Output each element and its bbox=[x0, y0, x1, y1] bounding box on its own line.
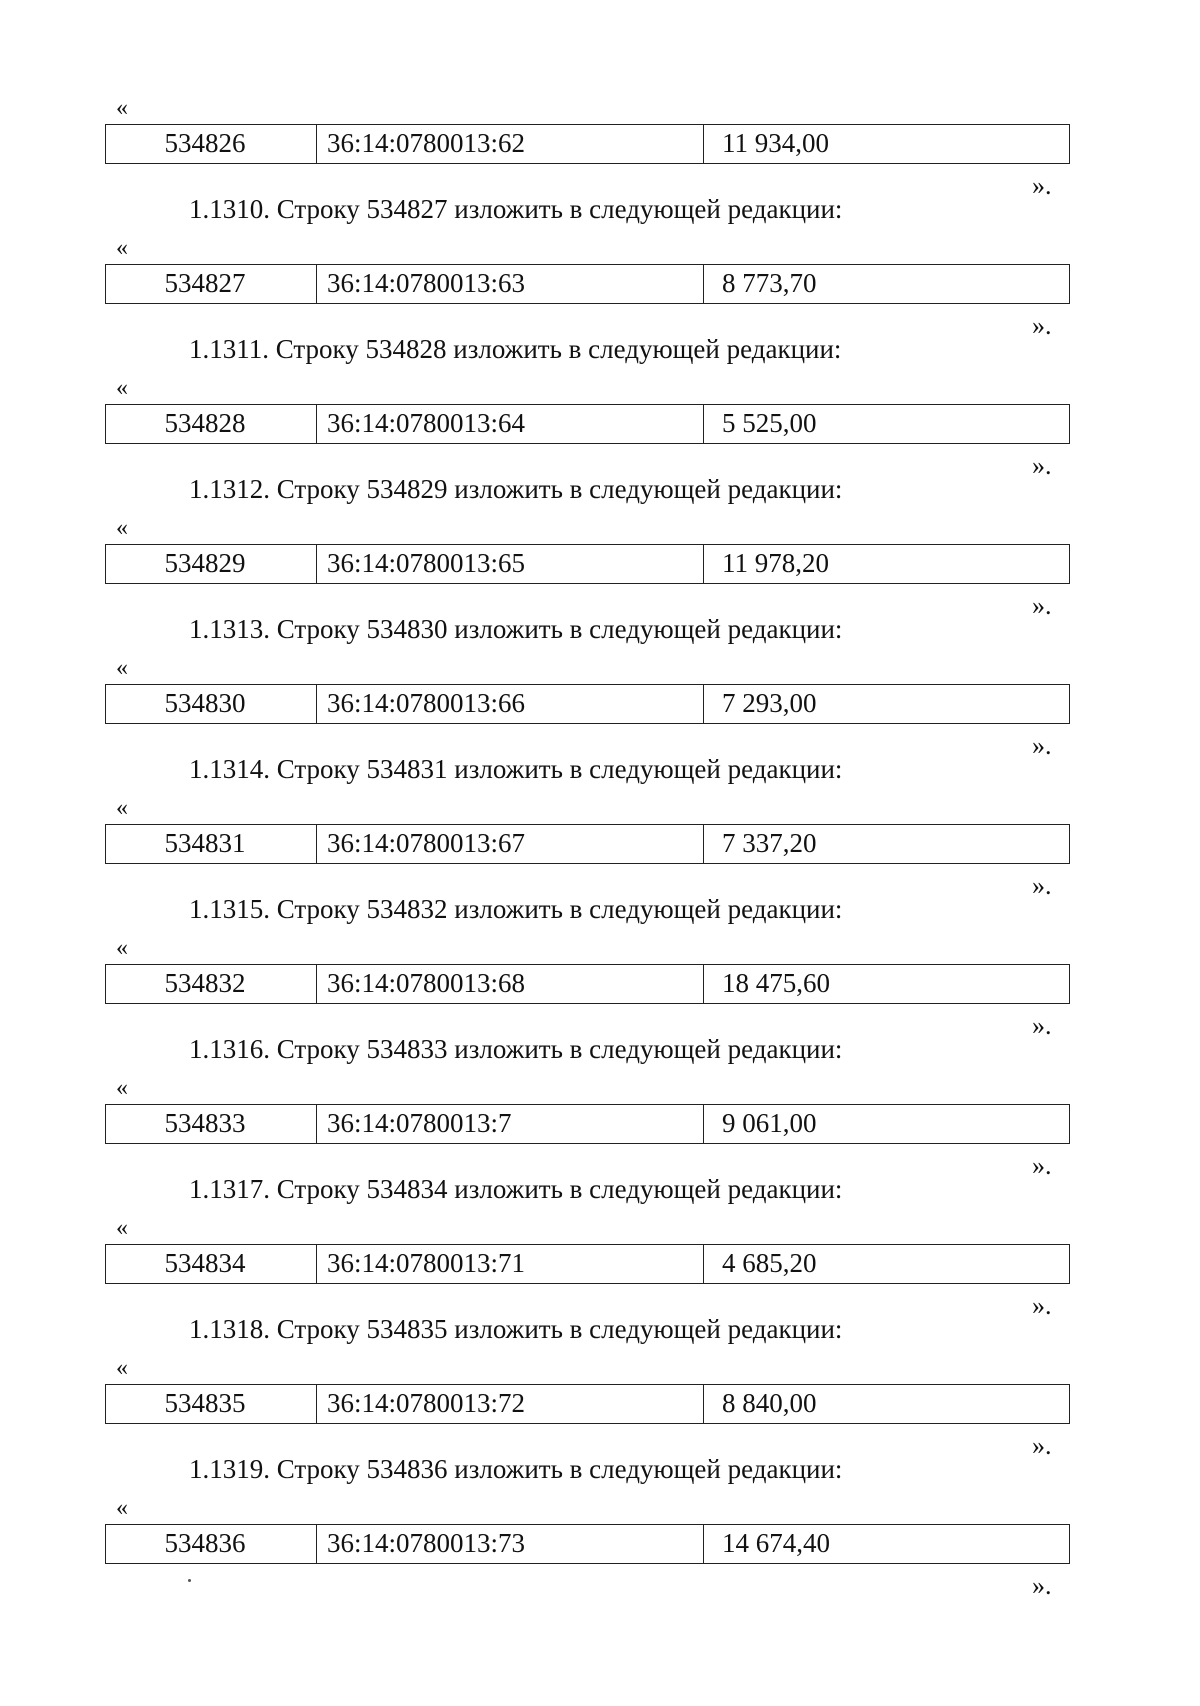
closing-quote: ». bbox=[1032, 1151, 1052, 1180]
row-number-cell: 534827 bbox=[106, 265, 317, 303]
amendment-heading: 1.1317. Строку 534834 изложить в следующей редакции: bbox=[189, 1174, 843, 1204]
row-number-cell: 534836 bbox=[106, 1525, 317, 1563]
closing-quote: ». bbox=[1032, 1011, 1052, 1040]
row-number-cell: 534831 bbox=[106, 825, 317, 863]
table-row bbox=[105, 684, 1070, 724]
closing-quote: ». bbox=[1032, 311, 1052, 340]
row-number-cell: 534832 bbox=[106, 965, 317, 1003]
amendment-heading: 1.1316. Строку 534833 изложить в следующей редакции: bbox=[189, 1034, 843, 1064]
table-row bbox=[105, 404, 1070, 444]
amendment-heading: 1.1311. Строку 534828 изложить в следующей редакции: bbox=[189, 334, 842, 364]
amendment-heading: 1.1319. Строку 534836 изложить в следующей редакции: bbox=[189, 1454, 843, 1484]
value-cell: 9 061,00 bbox=[722, 1108, 817, 1138]
value-cell: 18 475,60 bbox=[722, 968, 830, 998]
value-cell: 8 840,00 bbox=[722, 1388, 817, 1418]
amendment-heading: 1.1310. Строку 534827 изложить в следующей редакции: bbox=[189, 194, 843, 224]
cadastral-number-cell: 36:14:0780013:62 bbox=[317, 125, 704, 163]
table-row bbox=[105, 1384, 1070, 1424]
table-row bbox=[105, 964, 1070, 1004]
opening-quote: « bbox=[116, 235, 128, 261]
value-cell: 7 293,00 bbox=[722, 688, 817, 718]
table-row bbox=[105, 124, 1070, 164]
closing-quote: ». bbox=[1032, 1571, 1052, 1600]
row-number-cell: 534830 bbox=[106, 685, 317, 723]
opening-quote: « bbox=[116, 95, 128, 121]
closing-quote: ». bbox=[1032, 731, 1052, 760]
row-number-cell: 534826 bbox=[106, 125, 317, 163]
opening-quote: « bbox=[116, 375, 128, 401]
row-number-cell: 534829 bbox=[106, 545, 317, 583]
amendment-heading: 1.1313. Строку 534830 изложить в следующей редакции: bbox=[189, 614, 843, 644]
opening-quote: « bbox=[116, 935, 128, 961]
amendment-heading: 1.1318. Строку 534835 изложить в следующей редакции: bbox=[189, 1314, 843, 1344]
value-cell: 11 934,00 bbox=[722, 128, 829, 158]
closing-quote: ». bbox=[1032, 871, 1052, 900]
table-row bbox=[105, 264, 1070, 304]
closing-quote: ». bbox=[1032, 591, 1052, 620]
closing-quote: ». bbox=[1032, 1291, 1052, 1320]
scan-speck bbox=[188, 1579, 191, 1582]
row-number-cell: 534835 bbox=[106, 1385, 317, 1423]
opening-quote: « bbox=[116, 1215, 128, 1241]
cadastral-number-cell: 36:14:0780013:71 bbox=[317, 1245, 704, 1283]
amendment-heading: 1.1314. Строку 534831 изложить в следующей редакции: bbox=[189, 754, 843, 784]
closing-quote: ». bbox=[1032, 171, 1052, 200]
table-row bbox=[105, 544, 1070, 584]
table-row bbox=[105, 1524, 1070, 1564]
cadastral-number-cell: 36:14:0780013:72 bbox=[317, 1385, 704, 1423]
opening-quote: « bbox=[116, 1495, 128, 1521]
cadastral-number-cell: 36:14:0780013:66 bbox=[317, 685, 704, 723]
row-number-cell: 534833 bbox=[106, 1105, 317, 1143]
opening-quote: « bbox=[116, 1075, 128, 1101]
amendment-heading: 1.1315. Строку 534832 изложить в следующей редакции: bbox=[189, 894, 843, 924]
cadastral-number-cell: 36:14:0780013:73 bbox=[317, 1525, 704, 1563]
closing-quote: ». bbox=[1032, 1431, 1052, 1460]
value-cell: 14 674,40 bbox=[722, 1528, 830, 1558]
table-row bbox=[105, 824, 1070, 864]
cadastral-number-cell: 36:14:0780013:7 bbox=[317, 1105, 704, 1143]
table-row bbox=[105, 1104, 1070, 1144]
opening-quote: « bbox=[116, 655, 128, 681]
cadastral-number-cell: 36:14:0780013:63 bbox=[317, 265, 704, 303]
cadastral-number-cell: 36:14:0780013:68 bbox=[317, 965, 704, 1003]
opening-quote: « bbox=[116, 795, 128, 821]
row-number-cell: 534828 bbox=[106, 405, 317, 443]
opening-quote: « bbox=[116, 1355, 128, 1381]
row-number-cell: 534834 bbox=[106, 1245, 317, 1283]
cadastral-number-cell: 36:14:0780013:64 bbox=[317, 405, 704, 443]
cadastral-number-cell: 36:14:0780013:67 bbox=[317, 825, 704, 863]
value-cell: 11 978,20 bbox=[722, 548, 829, 578]
value-cell: 5 525,00 bbox=[722, 408, 817, 438]
value-cell: 4 685,20 bbox=[722, 1248, 817, 1278]
table-row bbox=[105, 1244, 1070, 1284]
value-cell: 7 337,20 bbox=[722, 828, 817, 858]
closing-quote: ». bbox=[1032, 451, 1052, 480]
cadastral-number-cell: 36:14:0780013:65 bbox=[317, 545, 704, 583]
opening-quote: « bbox=[116, 515, 128, 541]
amendment-heading: 1.1312. Строку 534829 изложить в следующей редакции: bbox=[189, 474, 843, 504]
value-cell: 8 773,70 bbox=[722, 268, 817, 298]
